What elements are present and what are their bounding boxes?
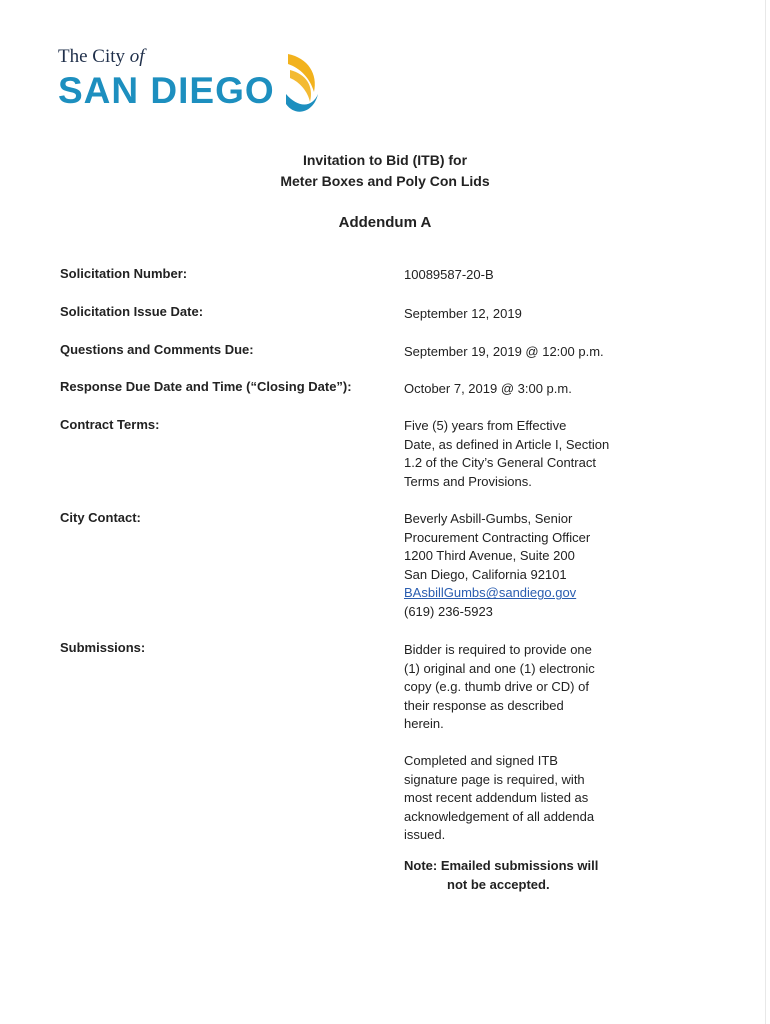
addendum-heading: Addendum A — [338, 214, 432, 231]
questions-due-value: September 19, 2019 @ 12:00 p.m. — [404, 344, 604, 359]
submissions-paragraph-2 — [404, 752, 636, 845]
submissions-line: (1) original and one (1) electronic — [404, 660, 595, 676]
contact-email-link[interactable]: BAsbillGumbs@sandiego.gov — [404, 585, 577, 601]
contract-terms-line: Date, as defined in Article I, Section — [404, 436, 610, 452]
logo-wordmark: SAN DIEGO — [58, 70, 275, 111]
submissions-line: issued. — [404, 827, 446, 843]
submissions-line: most recent addendum listed as — [404, 790, 589, 806]
submissions-line: Completed and signed ITB — [404, 752, 558, 768]
note-line-2: not be accepted. — [447, 876, 550, 892]
contact-title-line: Procurement Contracting Officer — [404, 529, 591, 545]
questions-due-label: Questions and Comments Due: — [60, 342, 254, 357]
submissions-line: herein. — [404, 716, 444, 732]
submissions-line: signature page is required, with — [404, 771, 585, 787]
contract-terms-line: 1.2 of the City’s General Contract — [404, 455, 596, 471]
submissions-note — [404, 857, 636, 894]
logo-sun-sail-icon — [284, 48, 320, 120]
document-title-line2: Meter Boxes and Poly Con Lids — [280, 173, 490, 189]
contract-terms-label: Contract Terms: — [60, 417, 160, 432]
contact-name-line: Beverly Asbill-Gumbs, Senior — [404, 511, 573, 526]
issue-date-label: Solicitation Issue Date: — [60, 304, 204, 319]
contact-street-line: 1200 Third Avenue, Suite 200 — [404, 548, 575, 564]
logo-tagline-prefix: The City — [58, 46, 126, 67]
solicitation-number-value: 10089587-20-B — [404, 267, 494, 282]
logo-tagline-suffix: of — [129, 46, 145, 67]
note-line-1: Note: Emailed submissions will — [404, 857, 599, 873]
city-of-san-diego-logo — [58, 44, 333, 119]
submissions-line: copy (e.g. thumb drive or CD) of — [404, 679, 589, 695]
city-contact-value — [404, 510, 636, 622]
solicitation-number-label: Solicitation Number: — [60, 266, 188, 281]
logo-tagline — [58, 46, 145, 68]
contract-terms-value — [404, 417, 636, 491]
contact-phone: (619) 236-5923 — [404, 603, 493, 619]
document-title-line1: Invitation to Bid (ITB) for — [302, 152, 468, 168]
submissions-label: Submissions: — [60, 640, 146, 655]
submissions-value — [404, 641, 636, 894]
submissions-line: their response as described — [404, 697, 564, 713]
response-due-value: October 7, 2019 @ 3:00 p.m. — [404, 381, 572, 396]
city-contact-label: City Contact: — [60, 510, 141, 525]
response-due-label: Response Due Date and Time (“Closing Date”): — [60, 379, 352, 394]
contact-city-line: San Diego, California 92101 — [404, 566, 567, 582]
submissions-line: acknowledgement of all addenda — [404, 808, 595, 824]
contract-terms-line: Terms and Provisions. — [404, 473, 532, 489]
issue-date-value: September 12, 2019 — [404, 306, 522, 321]
submissions-line: Bidder is required to provide one — [404, 642, 592, 657]
contract-terms-line: Five (5) years from Effective — [404, 418, 567, 433]
submissions-paragraph-1 — [404, 641, 636, 734]
